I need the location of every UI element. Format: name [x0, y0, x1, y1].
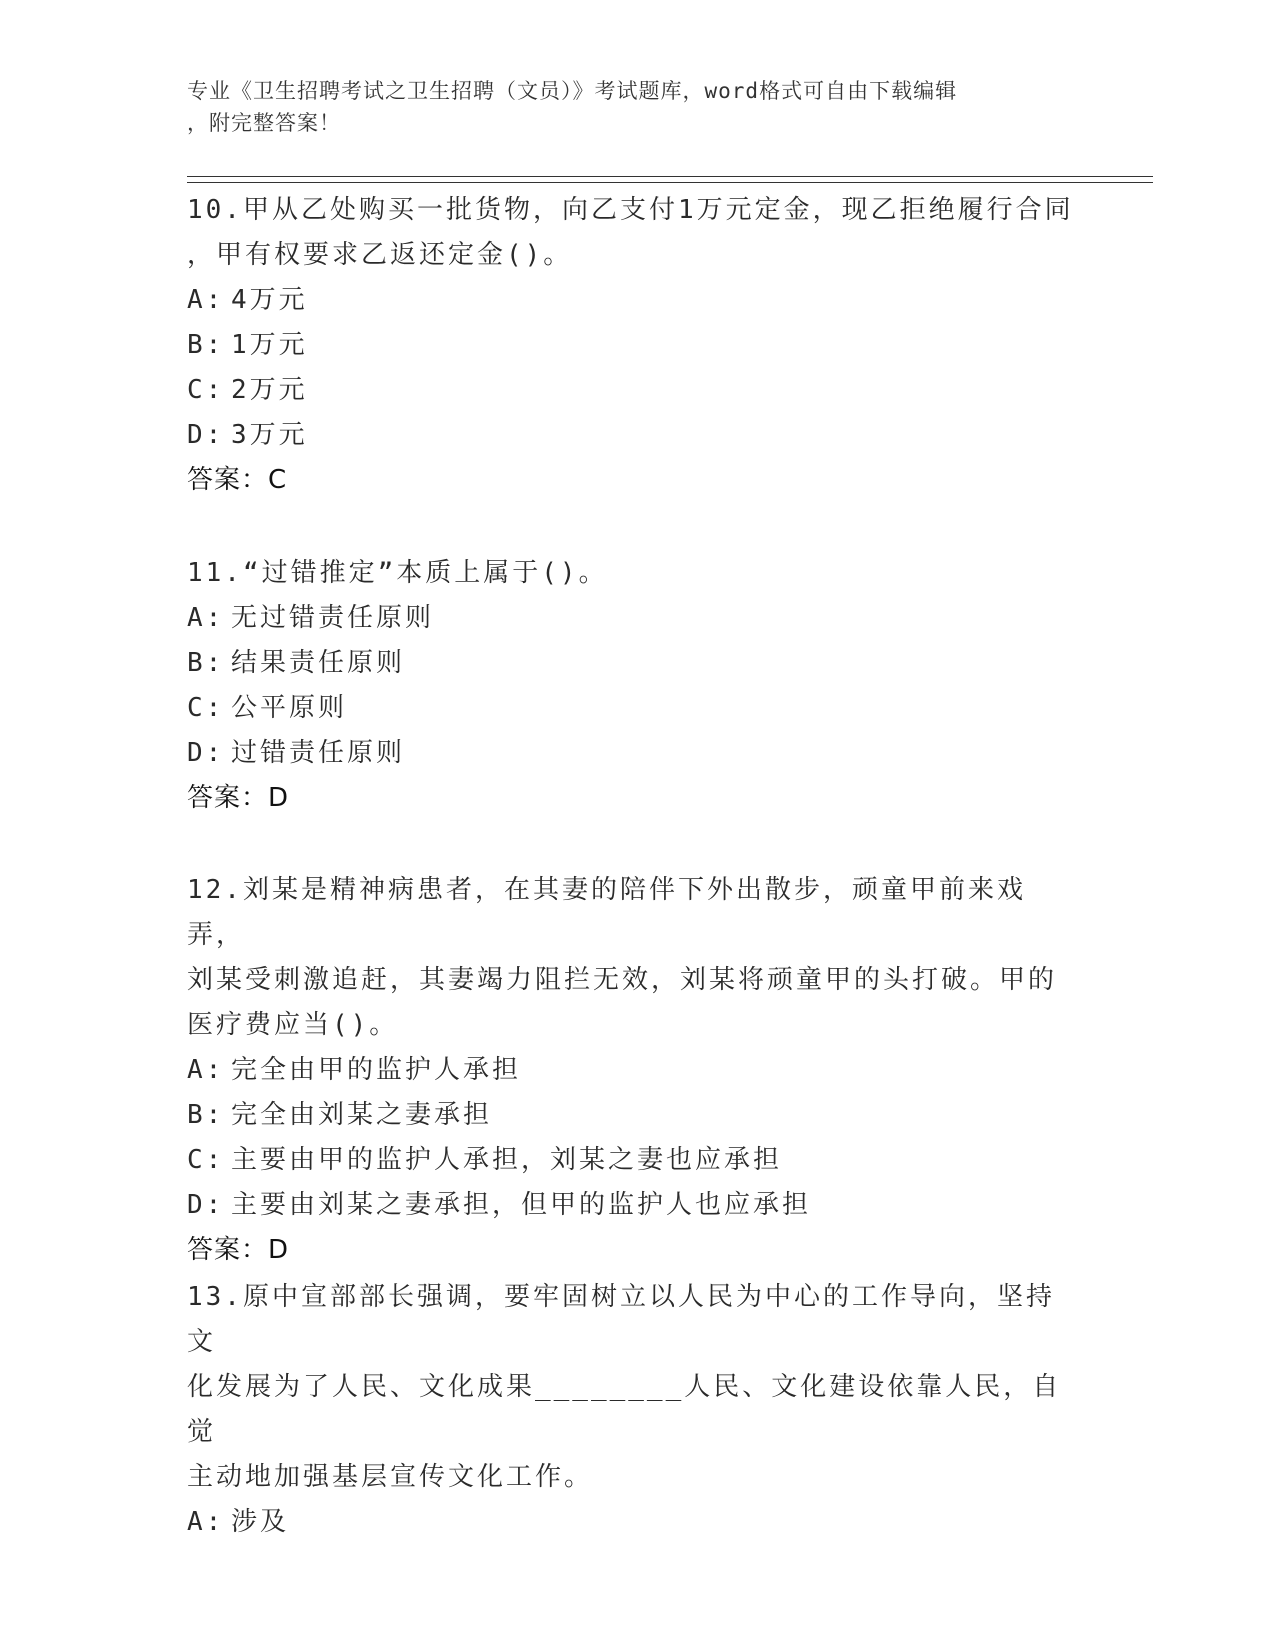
- header-line-2: ，附完整答案！: [187, 111, 341, 135]
- option-label: C:: [187, 1145, 225, 1175]
- header-divider-bottom: [187, 182, 1153, 183]
- option-label: D:: [187, 420, 225, 450]
- question-10: [187, 188, 1077, 503]
- header-divider-top: [187, 176, 1153, 177]
- question-12: [187, 868, 1077, 1273]
- option-text: 完全由甲的监护人承担: [231, 1055, 522, 1085]
- option-label: D:: [187, 1190, 225, 1220]
- option-text: 结果责任原则: [231, 648, 406, 678]
- option-text: 完全由刘某之妻承担: [231, 1100, 493, 1130]
- option-label: A:: [187, 285, 225, 315]
- option-b: [187, 641, 1077, 686]
- answer-line: 答案：D: [187, 1235, 290, 1265]
- option-text: 1万元: [231, 330, 308, 360]
- option-text: 无过错责任原则: [231, 603, 435, 633]
- option-c: [187, 686, 1077, 731]
- option-label: C:: [187, 693, 225, 723]
- option-text: 主要由甲的监护人承担，刘某之妻也应承担: [231, 1145, 783, 1175]
- option-label: A:: [187, 603, 225, 633]
- option-text: 过错责任原则: [231, 738, 406, 768]
- question-stem-line: 医疗费应当()。: [187, 1010, 399, 1040]
- option-b: [187, 323, 1077, 368]
- option-c: [187, 1138, 1077, 1183]
- question-13: [187, 1275, 1077, 1545]
- option-a: [187, 596, 1077, 641]
- option-text: 4万元: [231, 285, 308, 315]
- option-text: 2万元: [231, 375, 308, 405]
- option-label: D:: [187, 738, 225, 768]
- option-label: B:: [187, 330, 225, 360]
- header-line-1: 专业《卫生招聘考试之卫生招聘（文员）》考试题库，word格式可自由下载编辑: [187, 79, 958, 103]
- question-stem-line: 13.原中宣部部长强调，要牢固树立以人民为中心的工作导向，坚持文: [187, 1282, 1055, 1357]
- option-c: [187, 368, 1077, 413]
- question-stem-line: 11.“过错推定”本质上属于()。: [187, 558, 608, 588]
- option-text: 涉及: [231, 1507, 290, 1537]
- option-a: [187, 278, 1077, 323]
- question-11: [187, 551, 1077, 821]
- option-text: 3万元: [231, 420, 308, 450]
- question-stem-line: 化发展为了人民、文化成果________人民、文化建设依靠人民，自觉: [187, 1372, 1062, 1447]
- option-label: C:: [187, 375, 225, 405]
- option-label: A:: [187, 1055, 225, 1085]
- document-header: [187, 75, 1067, 139]
- option-a: [187, 1500, 1077, 1545]
- option-label: B:: [187, 1100, 225, 1130]
- option-d: [187, 731, 1077, 776]
- question-stem-line: ，甲有权要求乙返还定金()。: [187, 240, 573, 270]
- option-d: [187, 1183, 1077, 1228]
- option-label: B:: [187, 648, 225, 678]
- question-stem-line: 10.甲从乙处购买一批货物，向乙支付1万元定金，现乙拒绝履行合同: [187, 195, 1074, 225]
- option-label: A:: [187, 1507, 225, 1537]
- option-b: [187, 1093, 1077, 1138]
- option-a: [187, 1048, 1077, 1093]
- answer-line: 答案：C: [187, 465, 288, 495]
- question-stem-line: 主动地加强基层宣传文化工作。: [187, 1462, 594, 1492]
- option-text: 公平原则: [231, 693, 348, 723]
- answer-line: 答案：D: [187, 783, 290, 813]
- question-stem-line: 12.刘某是精神病患者，在其妻的陪伴下外出散步，顽童甲前来戏弄，: [187, 875, 1026, 950]
- option-text: 主要由刘某之妻承担，但甲的监护人也应承担: [231, 1190, 812, 1220]
- question-stem-line: 刘某受刺激追赶，其妻竭力阻拦无效，刘某将顽童甲的头打破。甲的: [187, 965, 1058, 995]
- option-d: [187, 413, 1077, 458]
